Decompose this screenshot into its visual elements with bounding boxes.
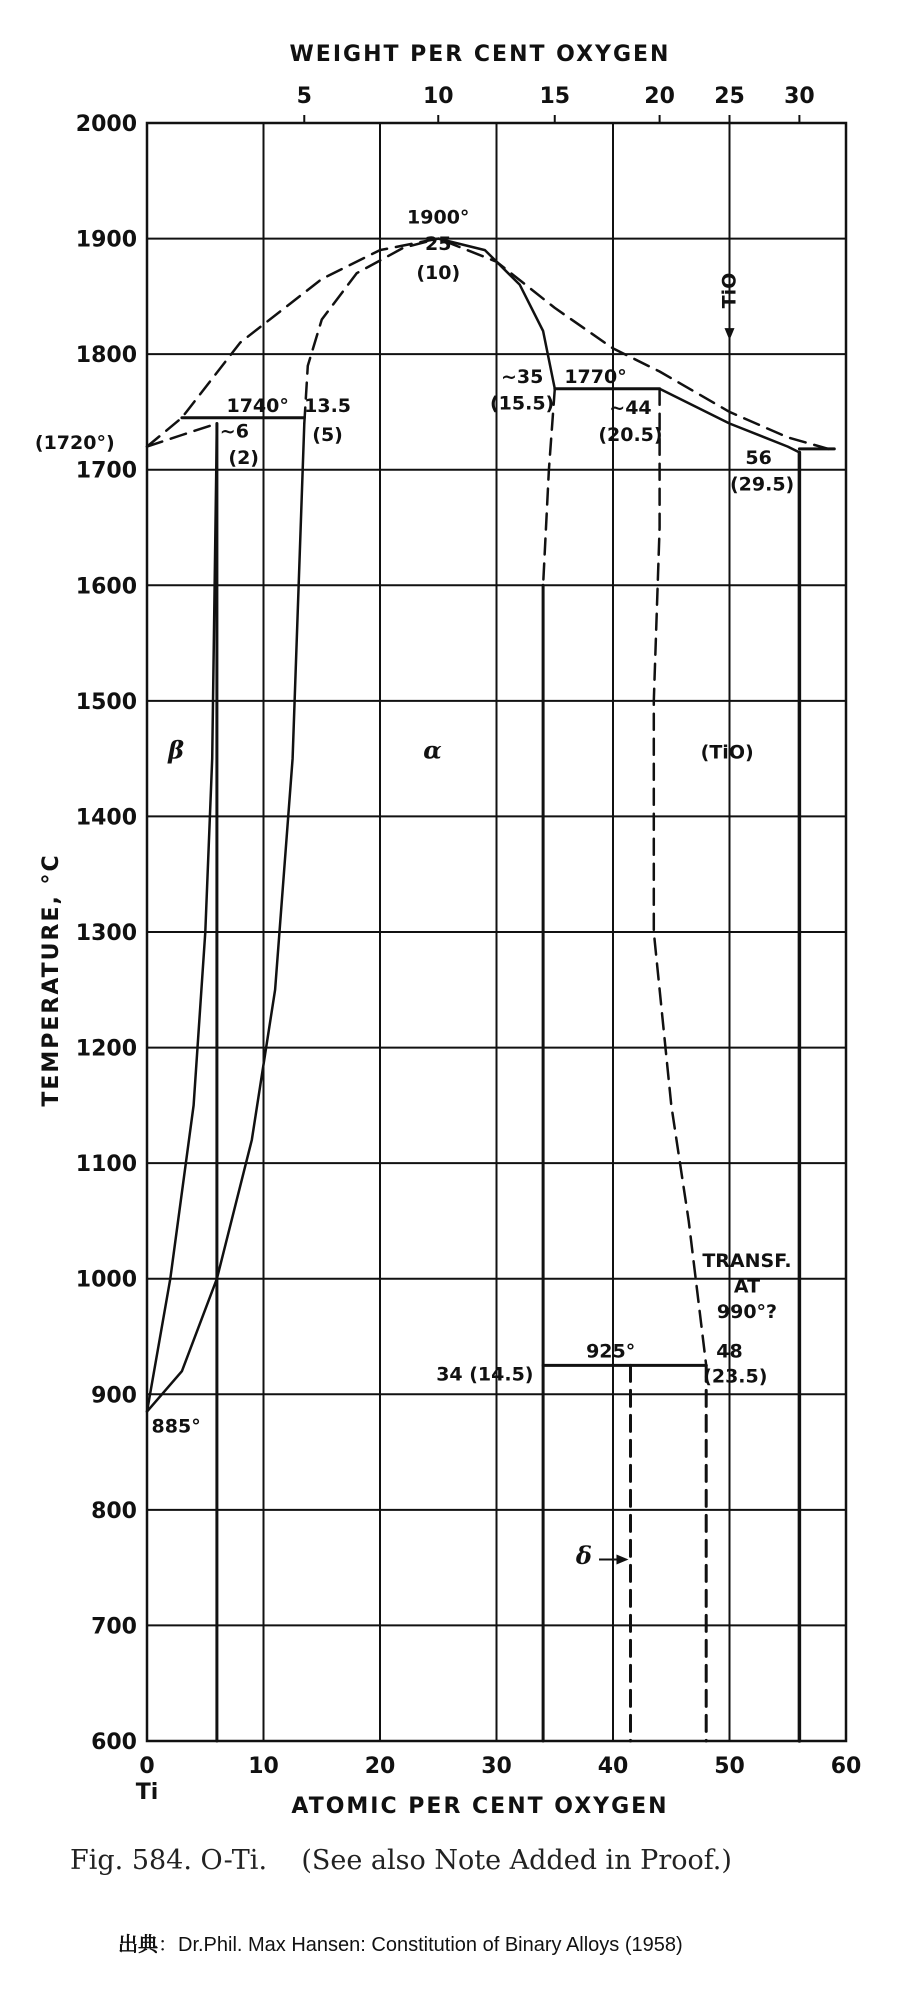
annotation-label: ~35: [500, 366, 544, 389]
annotation-label: 56: [745, 446, 772, 469]
y-tick-label: 1200: [75, 1036, 137, 1062]
delta-arrowhead: [616, 1555, 628, 1565]
y-tick-label: 1300: [75, 921, 137, 946]
source-separator: ：: [158, 1934, 178, 1956]
annotation-label: (23.5): [703, 1365, 768, 1388]
annotation-label: ~6: [219, 420, 249, 443]
annotation-label: 1900°: [407, 206, 470, 229]
x-axis-title: ATOMIC PER CENT OXYGEN: [291, 1794, 669, 1819]
annotation-label: 13.5: [304, 394, 352, 417]
y-tick-label: 1400: [75, 805, 137, 831]
y-tick-label: 1000: [75, 1267, 137, 1293]
source-citation: [118, 1928, 683, 1957]
annotation-label: 925°: [586, 1340, 636, 1363]
top-tick-label: 15: [539, 84, 571, 109]
annotation-label: α: [423, 735, 442, 765]
y-tick-label: 700: [91, 1614, 137, 1640]
y-tick-label: 900: [91, 1383, 137, 1409]
x-tick-label: 60: [830, 1754, 862, 1779]
annotation-label: (20.5): [598, 423, 663, 446]
annotation-label: 34 (14.5): [436, 1363, 534, 1386]
annotation-label: 48: [716, 1340, 743, 1363]
annotation-label: (15.5): [490, 392, 555, 415]
x-tick-label: 10: [248, 1754, 279, 1779]
x-tick-label: 20: [364, 1754, 396, 1779]
x-tick-label: 0: [139, 1754, 155, 1779]
annotation-label: 990°?: [716, 1301, 778, 1324]
y-tick-label: 1800: [75, 343, 137, 369]
dashed-boundary: [147, 424, 217, 447]
x-sub-label: Ti: [135, 1780, 159, 1805]
y-tick-label: 1100: [75, 1152, 137, 1178]
annotation-label: (5): [312, 423, 343, 446]
tio-arrowhead: [725, 328, 735, 340]
y-tick-label: 1600: [75, 574, 137, 600]
annotation-label: (TiO): [700, 741, 754, 764]
y-tick-label: 2000: [75, 112, 137, 137]
y-tick-label: 1500: [75, 689, 137, 715]
annotation-label: AT: [733, 1275, 761, 1298]
x-tick-label: 30: [481, 1754, 512, 1779]
top-tick-label: 25: [714, 84, 745, 109]
solid-boundary: [147, 424, 217, 1412]
annotation-label: (2): [228, 446, 259, 469]
axis-ticks: [76, 84, 862, 1805]
source-prefix: 出典: [118, 1934, 158, 1956]
annotation-label: 1740°: [226, 394, 289, 417]
dashed-boundary: [543, 389, 555, 586]
y-tick-label: 1700: [75, 458, 137, 484]
source-text: Dr.Phil. Max Hansen: Constitution of Binary Alloys (1958): [178, 1934, 683, 1956]
top-tick-label: 30: [784, 84, 815, 109]
annotation-label: TiO: [718, 272, 741, 309]
x-tick-label: 50: [714, 1754, 745, 1779]
y-axis-title: TEMPERATURE, °C: [39, 853, 64, 1107]
x-tick-label: 40: [597, 1754, 629, 1779]
annotation-label: TRANSF.: [702, 1250, 792, 1273]
annotation-label: (10): [416, 262, 461, 285]
annotation-label: 885°: [151, 1415, 201, 1438]
y-tick-label: 800: [91, 1498, 137, 1524]
annotation-label: (29.5): [729, 473, 795, 496]
top-tick-label: 20: [644, 84, 675, 109]
top-axis-title: WEIGHT PER CENT OXYGEN: [289, 42, 671, 67]
annotation-label: (1720°): [34, 431, 115, 454]
annotation-label: β: [168, 735, 185, 765]
dashed-boundary: [654, 389, 706, 1366]
grid: [147, 123, 846, 1741]
top-tick-label: 5: [296, 84, 312, 109]
annotation-label: 25: [425, 233, 452, 256]
top-tick-label: 10: [422, 84, 454, 109]
annotation-label: ~44: [609, 397, 652, 420]
annotation-label: δ: [575, 1541, 592, 1571]
solid-boundary: [147, 424, 304, 1412]
y-tick-label: 1900: [75, 227, 137, 253]
annotation-label: 1770°: [564, 366, 627, 389]
y-tick-label: 600: [91, 1730, 137, 1755]
figure-caption: Fig. 584. O-Ti. (See also Note Added in Proof.): [70, 1845, 732, 1876]
